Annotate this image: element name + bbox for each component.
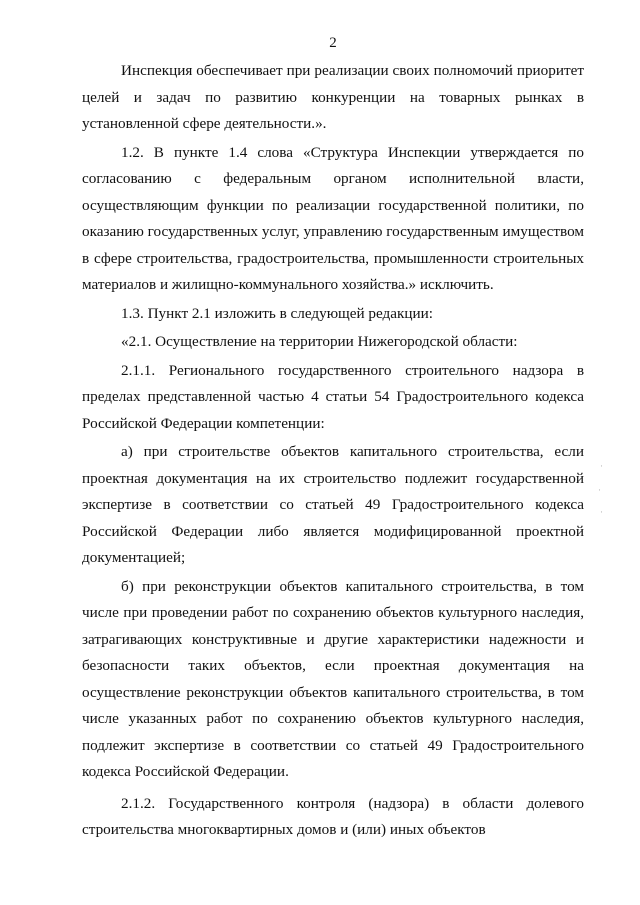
- scan-speck: ·: [600, 507, 603, 517]
- scan-speck: ·: [598, 485, 601, 495]
- paragraph-inspection-priority: Инспекция обеспечивает при реализации своих полномочий приоритет целей и задач по развитию конкуренции на товарных рынках в установленной сфере деятельности.».: [82, 62, 584, 132]
- paragraph-2-1-2: 2.1.2. Государственного контроля (надзора) в области долевого строительства многоквартирных домов и (или) иных объектов: [82, 794, 584, 838]
- paragraph-1-3: 1.3. Пункт 2.1 изложить в следующей редакции:: [121, 304, 434, 322]
- paragraph-2-1-1: 2.1.1. Регионального государственного строительного надзора в пределах представленной частью 4 статьи 54 Градостроительного кодекса Российской Федерации компетенции:: [82, 361, 584, 432]
- paragraph-1-2: 1.2. В пункте 1.4 слова «Структура Инспекции утверждается по согласованию с федеральным органом исполнительной власти, осуществляющим функции по реализации государственной политики, по оказанию государственных услуг, управлению государственным имуществом в сфере строительства, градостроительства, промышленности строительных материалов и жилищно-коммунального хозяйства.» исключить.: [82, 143, 584, 293]
- paragraph-2-1: «2.1. Осуществление на территории Нижегородской области:: [121, 333, 518, 350]
- list-item-b: б) при реконструкции объектов капитального строительства, в том числе при проведении работ по сохранению объектов культурного наследия, затрагивающих конструктивные и другие характеристики надежности и безопасности таких объектов, если проектная документация на осуществление реконструкции объектов капитального строительства, в том числе указанных работ по сохранению объектов культурного наследия, подлежит экспертизе в соответствии со статьей 49 Градостроительного кодекса Российской Федерации.: [82, 577, 584, 780]
- scan-speck: ·: [600, 461, 603, 471]
- document-body: [82, 58, 584, 846]
- page-number: 2: [329, 35, 337, 51]
- list-item-a: а) при строительстве объектов капитального строительства, если проектная документация на их строительство подлежит государственной экспертизе в соответствии со статьей 49 Градостроительного кодекса Российской Федерации либо является модифицированной проектной документацией;: [82, 443, 584, 566]
